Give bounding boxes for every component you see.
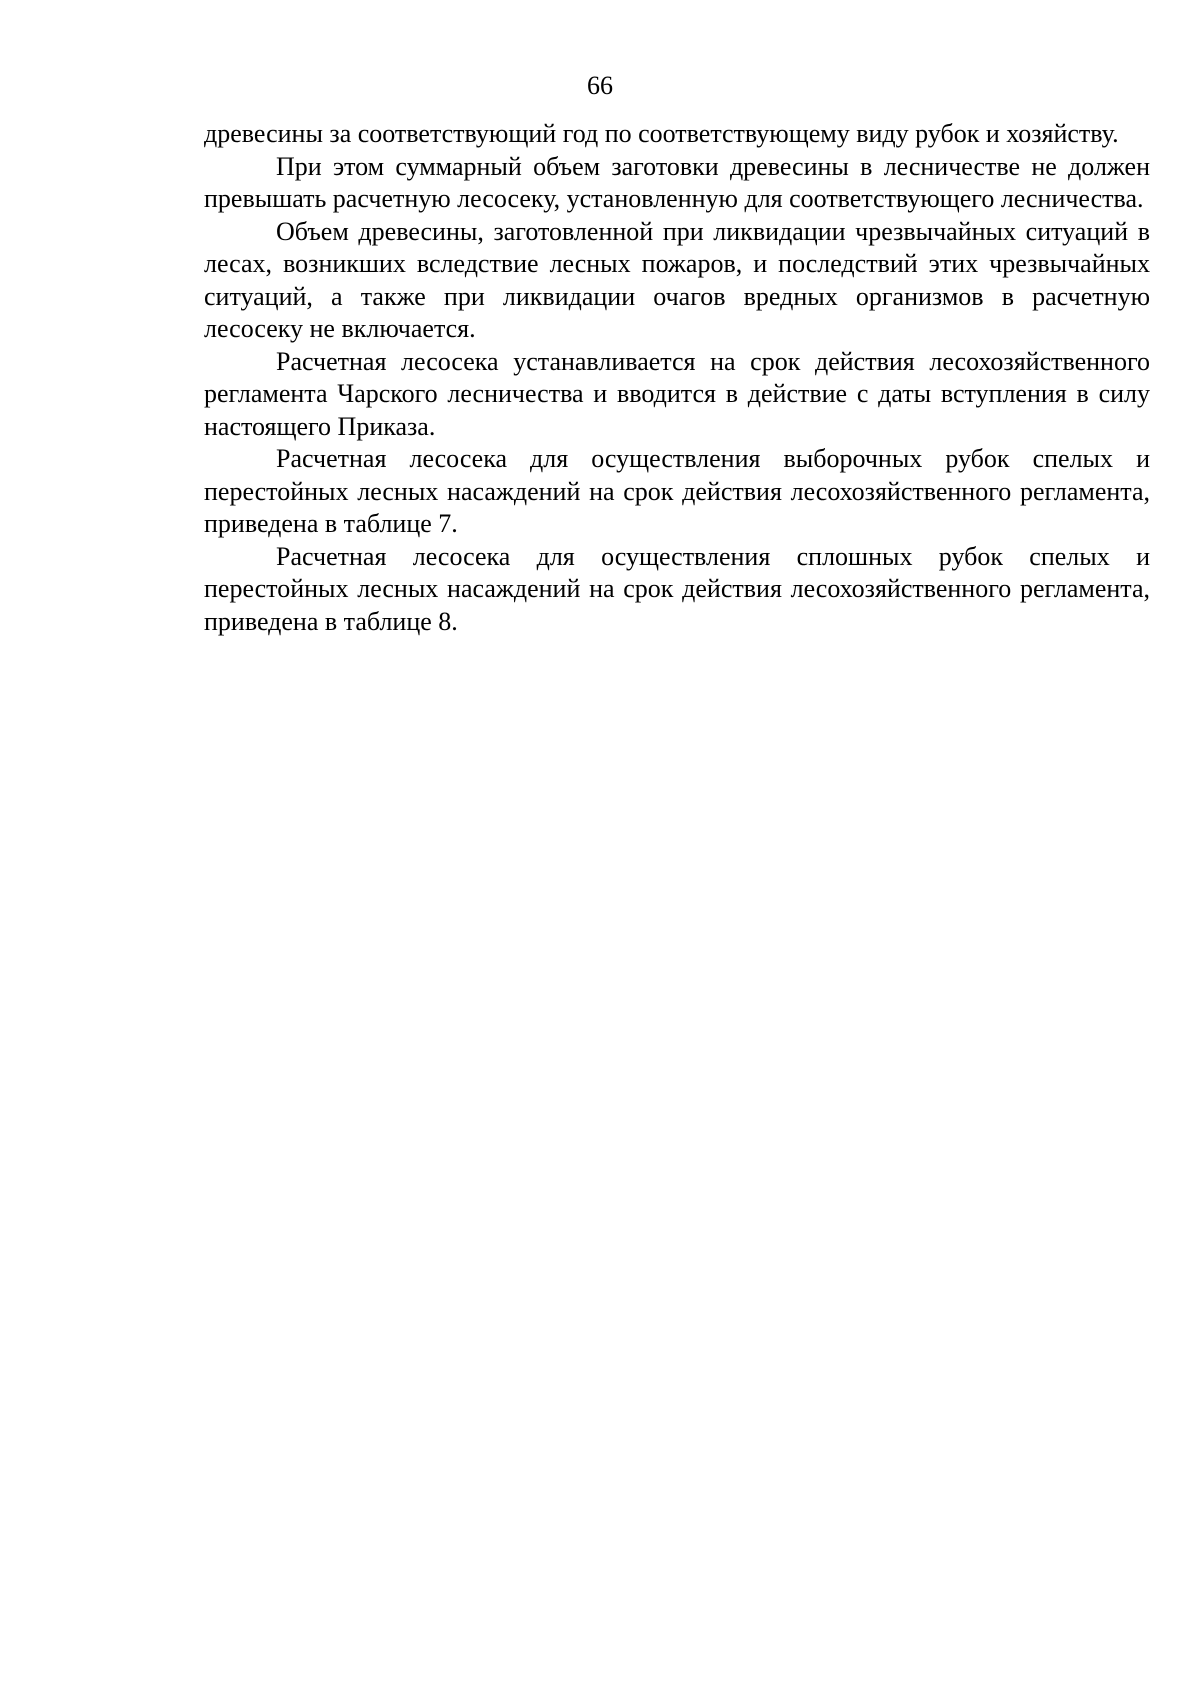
paragraph-clear-felling: Расчетная лесосека для осуществления сплошных рубок спелых и перестойных лесных насаждений на срок действия лесохозяйственного регламента, приведена в таблице 8. bbox=[204, 541, 1150, 636]
document-body bbox=[204, 118, 1150, 638]
paragraph-total-volume: При этом суммарный объем заготовки древесины в лесничестве не должен превышать расчетную лесосеку, установленную для соответствующего лесничества. bbox=[204, 151, 1150, 213]
paragraph-selective-felling: Расчетная лесосека для осуществления выборочных рубок спелых и перестойных лесных насаждений на срок действия лесохозяйственного регламента, приведена в таблице 7. bbox=[204, 444, 1150, 538]
paragraph-validity-term: Расчетная лесосека устанавливается на срок действия лесохозяйственного регламента Чарского лесничества и вводится в действие с даты вступления в силу настоящего Приказа. bbox=[204, 346, 1150, 441]
paragraph-continuation: древесины за соответствующий год по соответствующему виду рубок и хозяйству. bbox=[204, 119, 1119, 148]
paragraph-emergency-volume: Объем древесины, заготовленной при ликвидации чрезвычайных ситуаций в лесах, возникших вследствие лесных пожаров, и последствий этих чрезвычайных ситуаций, а также при ликвидации очагов вредных организмов в расчетную лесосеку не включается. bbox=[204, 216, 1150, 343]
page-number: 66 bbox=[587, 71, 613, 100]
